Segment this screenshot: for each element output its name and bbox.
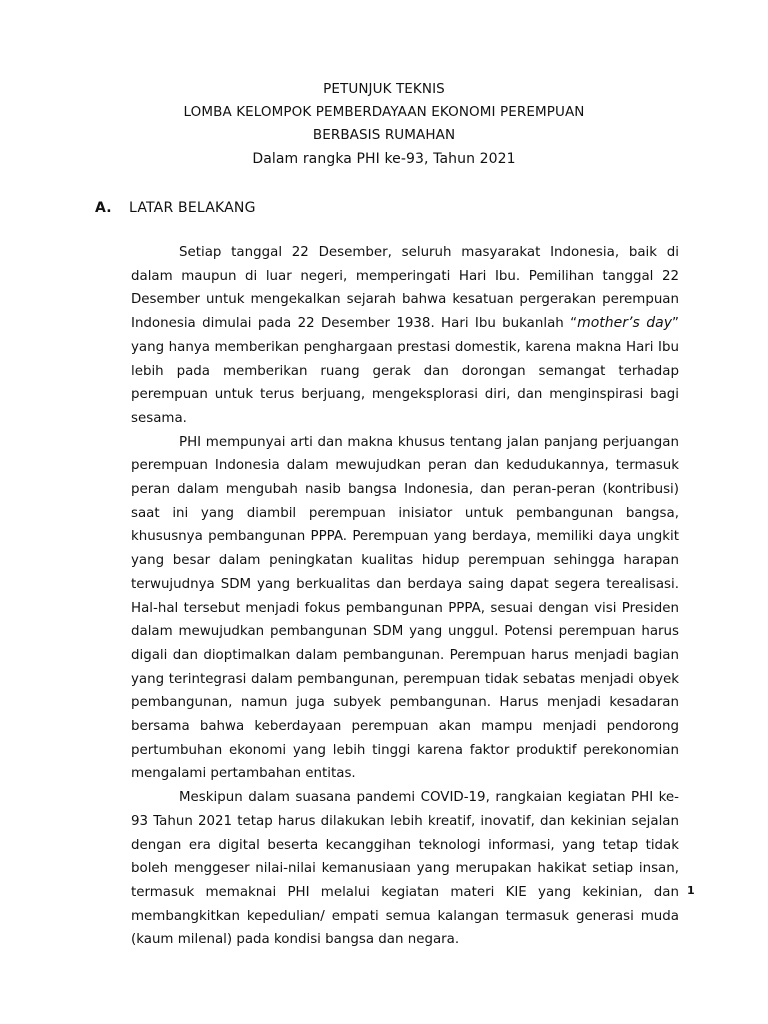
title-line-3: BERBASIS RUMAHAN (312, 127, 456, 143)
section-heading (95, 198, 256, 218)
title-line-2: LOMBA KELOMPOK PEMBERDAYAAN EKONOMI PEREMPUAN (183, 104, 585, 120)
paragraph-3: Meskipun dalam suasana pandemi COVID-19, rangkaian kegiatan PHI ke-93 Tahun 2021 tetap harus dilakukan lebih kreatif, inovatif, dan kekinian sejalan dengan era digital beserta kecanggihan teknologi informasi, yang tetap tidak boleh menggeser nilai-nilai kemanusiaan yang merupakan hakikat setiap insan, termasuk memaknai PHI melalui kegiatan materi KIE yang kekinian, dan membangkitkan kepedulian/ empati semua kalangan termasuk generasi muda (kaum milenal) pada kondisi bangsa dan negara. (131, 790, 679, 948)
body-text (131, 241, 679, 952)
document-title-block (0, 78, 768, 172)
paragraph-1-after: ” yang hanya memberikan penghargaan prestasi domestik, karena makna Hari Ibu lebih pada memberikan ruang gerak dan dorongan semangat terhadap perempuan untuk terus berjuang, mengeksplorasi diri, dan menginspirasi bagi sesama. (131, 316, 679, 426)
section-heading-text: LATAR BELAKANG (129, 200, 256, 216)
paragraph-2: PHI mempunyai arti dan makna khusus tentang jalan panjang perjuangan perempuan Indonesia dalam mewujudkan peran dan kedudukannya, termasuk peran dalam mengubah nasib bangsa Indonesia, dan peran-peran (kontribusi) saat ini yang diambil perempuan inisiator untuk pembangunan bangsa, khususnya pembangunan PPPA. Perempuan yang berdaya, memiliki daya ungkit yang besar dalam peningkatan kualitas hidup perempuan sehingga harapan terwujudnya SDM yang berkualitas dan berdaya saing dapat segera terealisasi. Hal-hal tersebut menjadi fokus pembangunan PPPA, sesuai dengan visi Presiden dalam mewujudkan pembangunan SDM yang unggul. Potensi perempuan harus digali dan dioptimalkan dalam pembangunan. Perempuan harus menjadi bagian yang terintegrasi dalam pembangunan, perempuan tidak sebatas menjadi obyek pembangunan, namun juga subyek pembangunan. Harus menjadi kesadaran bersama bahwa keberdayaan perempuan akan mampu menjadi pendorong pertumbuhan ekonomi yang lebih tinggi karena faktor produktif perekonomian mengalami pertambahan entitas. (131, 434, 679, 782)
page-number: 1 (687, 884, 695, 897)
paragraph-1-emphasis: mother’s day (577, 315, 673, 332)
paragraph-1 (131, 241, 679, 431)
title-line-4: Dalam rangka PHI ke-93, Tahun 2021 (252, 151, 516, 167)
paragraph-1-before: Setiap tanggal 22 Desember, seluruh masyarakat Indonesia, baik di dalam maupun di luar negeri, memperingati Hari Ibu. Pemilihan tanggal 22 Desember untuk mengekalkan sejarah bahwa kesatuan pergerakan perempuan Indonesia dimulai pada 22 Desember 1938. Hari Ibu bukanlah “ (131, 245, 679, 332)
section-letter: A. (95, 200, 112, 216)
title-line-1: PETUNJUK TEKNIS (323, 81, 445, 97)
